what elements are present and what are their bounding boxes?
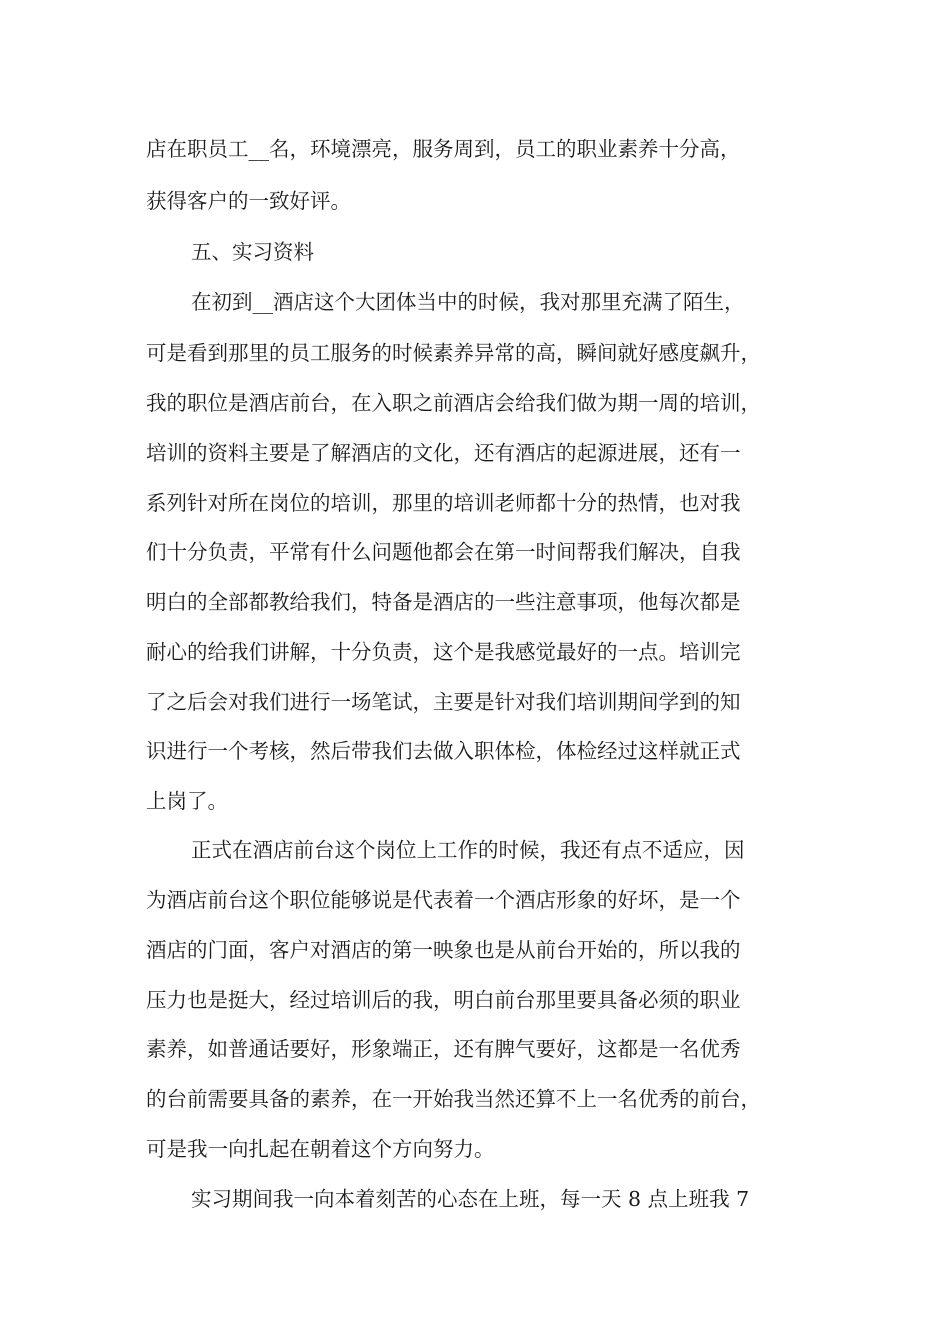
text-line: 的台前需要具备的素养，在一开始我当然还算不上一名优秀的前台，	[146, 1087, 761, 1111]
text-line: 们十分负责，平常有什么问题他都会在第一时间帮我们解决，自我	[146, 540, 741, 564]
text-line: 培训的资料主要是了解酒店的文化，还有酒店的起源进展，还有一	[146, 441, 741, 465]
text-line: 实习期间我一向本着刻苦的心态在上班，每一天 8 点上班我 7	[191, 1187, 750, 1211]
section-heading: 五、实习资料	[191, 240, 314, 264]
text-line: 耐心的给我们讲解，十分负责，这个是我感觉最好的一点。培训完	[146, 640, 741, 664]
text-line: 酒店的门面，客户对酒店的第一映象也是从前台开始的，所以我的	[146, 938, 741, 962]
text-line: 明白的全部都教给我们，特备是酒店的一些注意事项，他每次都是	[146, 590, 741, 614]
text-line: 正式在酒店前台这个岗位上工作的时候，我还有点不适应，因	[191, 838, 745, 862]
text-line: 压力也是挺大，经过培训后的我，明白前台那里要具备必须的职业	[146, 988, 741, 1012]
text-line: 系列针对所在岗位的培训，那里的培训老师都十分的热情，也对我	[146, 491, 741, 515]
text-line: 了之后会对我们进行一场笔试，主要是针对我们培训期间学到的知	[146, 690, 741, 714]
text-line: 可是看到那里的员工服务的时候素养异常的高，瞬间就好感度飙升，	[146, 341, 761, 365]
text-line: 获得客户的一致好评。	[146, 189, 351, 213]
text-line: 店在职员工__名，环境漂亮，服务周到，员工的职业素养十分高，	[146, 137, 741, 161]
text-line: 上岗了。	[146, 789, 228, 813]
text-line: 为酒店前台这个职位能够说是代表着一个酒店形象的好坏，是一个	[146, 888, 741, 912]
text-line: 我的职位是酒店前台，在入职之前酒店会给我们做为期一周的培训，	[146, 391, 761, 415]
text-line: 识进行一个考核，然后带我们去做入职体检，体检经过这样就正式	[146, 739, 741, 763]
text-line: 可是我一向扎起在朝着这个方向努力。	[146, 1137, 495, 1161]
text-line: 素养，如普通话要好，形象端正，还有脾气要好，这都是一名优秀	[146, 1037, 741, 1061]
text-line: 在初到__酒店这个大团体当中的时候，我对那里充满了陌生，	[191, 290, 745, 314]
